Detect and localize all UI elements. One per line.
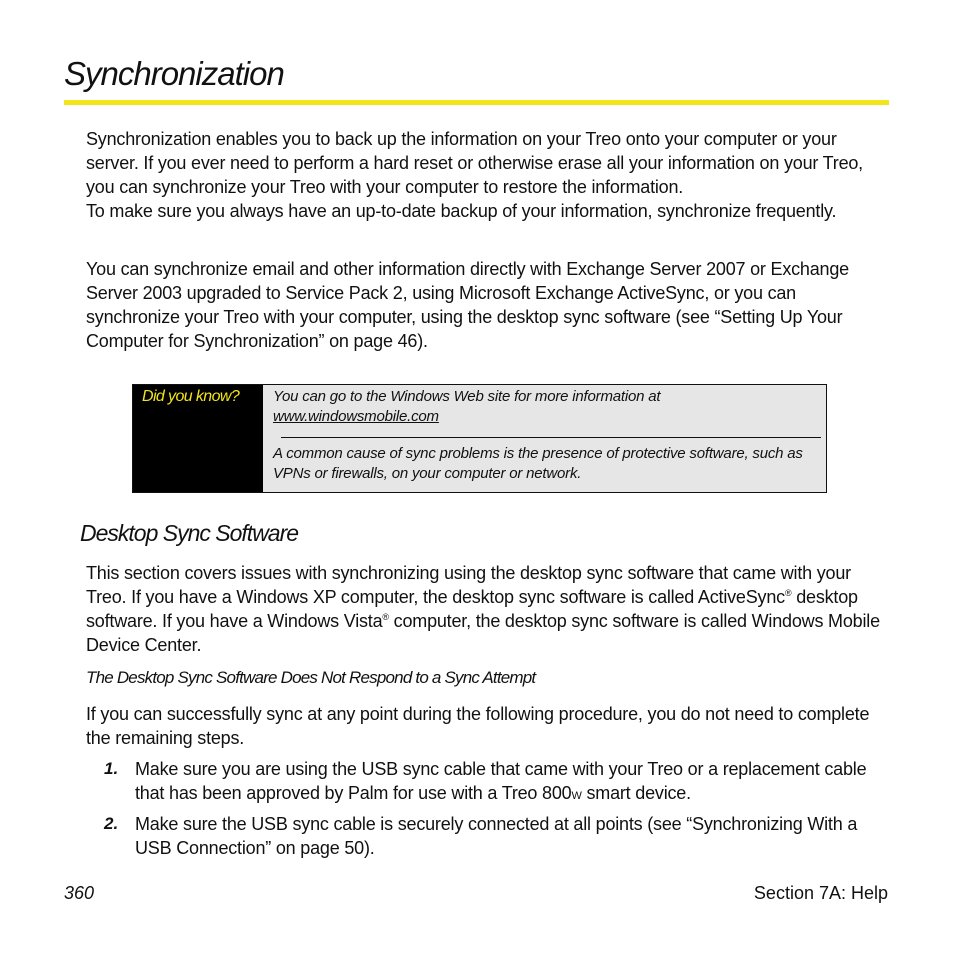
registered-mark: ® (382, 612, 389, 622)
did-you-know-callout (132, 384, 827, 493)
step-text-part-2: smart device. (581, 783, 691, 803)
section-paragraph-1-part-3: computer, the desktop sync software is called Windows Mobile Device Center. (86, 611, 880, 655)
step-number: 2. (104, 814, 119, 833)
registered-mark: ® (784, 588, 792, 598)
step-text: Make sure the USB sync cable is securely connected at all points (see “Synchronizing With a USB Connection” on page 50). (135, 814, 858, 858)
section-label: Section 7A: Help (753, 883, 888, 903)
step-text (135, 757, 887, 808)
callout-tip-2: A common cause of sync problems is the presence of protective software, such as VPNs or firewalls, on your computer or network. (273, 445, 803, 482)
step-number: 1. (104, 759, 119, 778)
intro-paragraph-3: You can synchronize email and other information directly with Exchange Server 2007 or Exchange Server 2003 upgraded to Service Pack 2, using Microsoft Exchange ActiveSync, or you can synchronize your Treo with your computer, using the desktop sync software (see “Setting Up Your Computer for Synchronization” on page 46). (86, 259, 849, 351)
section-paragraph-1-part-1: This section covers issues with synchronizing using the desktop sync software that came with your Treo. If you have a Windows XP computer, the desktop sync software is called ActiveSync (86, 563, 851, 607)
page-title: Synchronization (64, 55, 284, 92)
title-underline (64, 100, 889, 105)
callout-tip-1 (273, 387, 821, 427)
section-heading: Desktop Sync Software (80, 520, 299, 546)
intro-paragraph-1: Synchronization enables you to back up the information on your Treo onto your computer or your server. If you ever need to perform a hard reset or otherwise erase all your information on your Treo, you can synchronize your Treo with your computer to restore the information. (86, 129, 863, 197)
callout-divider (281, 437, 821, 438)
section-paragraph-1-part-2: desktop software. If you have a Windows Vista (86, 587, 858, 631)
section-paragraph-1 (86, 561, 886, 657)
callout-tip-1-text: You can go to the Windows Web site for more information at (273, 388, 661, 405)
intro-paragraph-2: To make sure you always have an up-to-date backup of your information, synchronize frequently. (86, 201, 837, 221)
callout-label: Did you know? (133, 385, 263, 492)
troubleshooting-subheading: The Desktop Sync Software Does Not Respond to a Sync Attempt (86, 668, 536, 687)
step-text-part-1: Make sure you are using the USB sync cable that came with your Treo or a replacement cable that has been approved by Palm for use with a Treo 800 (135, 759, 867, 803)
model-suffix: W (571, 790, 582, 802)
page-number: 360 (64, 883, 95, 903)
windowsmobile-link[interactable]: www.windowsmobile.com (273, 408, 439, 425)
section-paragraph-2: If you can successfully sync at any point during the following procedure, you do not need to complete the remaining steps. (86, 704, 870, 748)
